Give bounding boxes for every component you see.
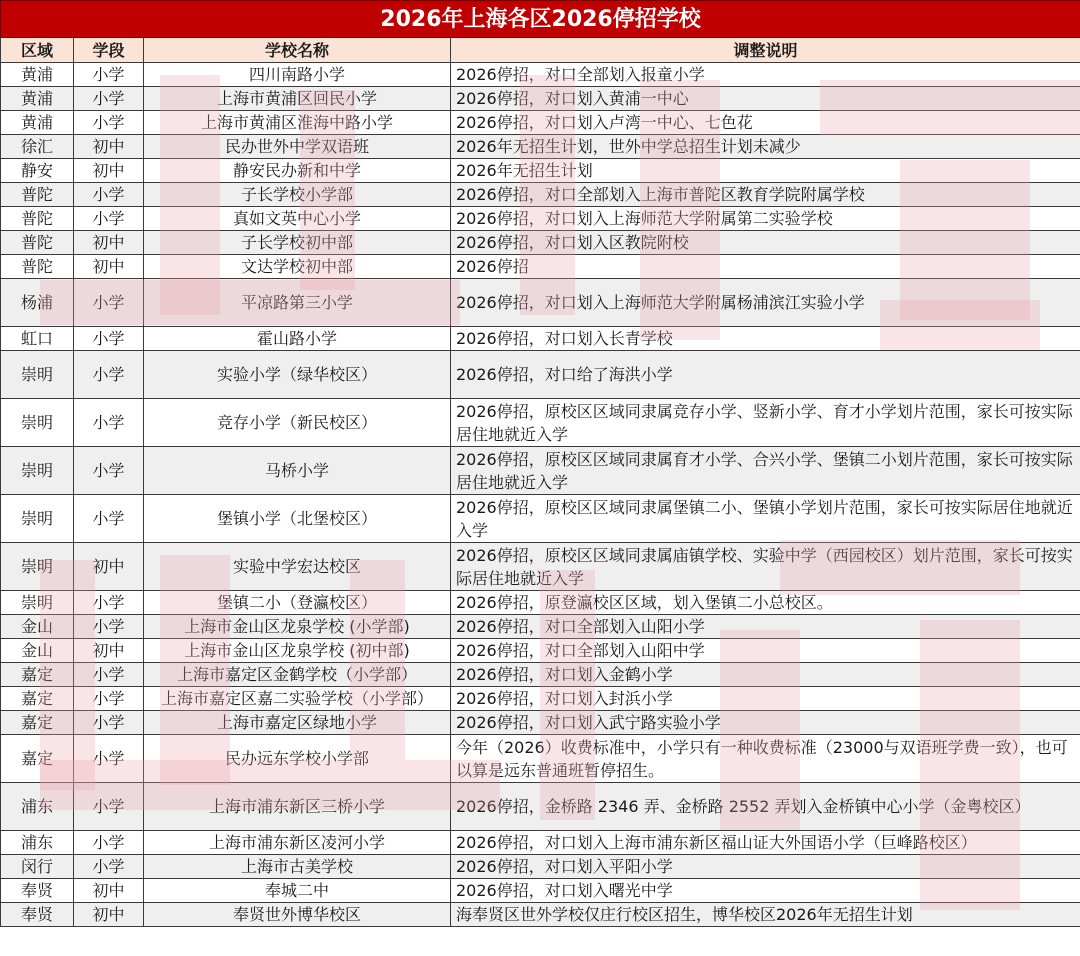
cell-level: 初中 — [74, 231, 144, 255]
cell-district: 普陀 — [1, 183, 74, 207]
cell-district: 虹口 — [1, 327, 74, 351]
table-row — [1, 831, 1080, 855]
table-row — [1, 639, 1080, 663]
cell-district: 嘉定 — [1, 687, 74, 711]
table-row — [1, 711, 1080, 735]
column-header-district: 区域 — [1, 38, 74, 63]
cell-level: 小学 — [74, 111, 144, 135]
cell-level: 小学 — [74, 711, 144, 735]
cell-note: 2026停招，对口划入上海市浦东新区福山证大外国语小学（巨峰路校区） — [451, 831, 1080, 855]
cell-school: 实验中学宏达校区 — [144, 543, 451, 591]
table-row — [1, 351, 1080, 399]
cell-note: 2026停招，对口划入长青学校 — [451, 327, 1080, 351]
cell-school: 上海市浦东新区凌河小学 — [144, 831, 451, 855]
cell-district: 金山 — [1, 615, 74, 639]
table-row — [1, 447, 1080, 495]
cell-school: 上海市嘉定区绿地小学 — [144, 711, 451, 735]
table-row — [1, 63, 1080, 87]
table-title: 2026年上海各区2026停招学校 — [1, 1, 1080, 38]
table-row — [1, 279, 1080, 327]
cell-level: 初中 — [74, 255, 144, 279]
cell-note: 2026停招，对口划入卢湾一中心、七色花 — [451, 111, 1080, 135]
cell-school: 四川南路小学 — [144, 63, 451, 87]
cell-school: 上海市黄浦区淮海中路小学 — [144, 111, 451, 135]
cell-district: 杨浦 — [1, 279, 74, 327]
cell-level: 初中 — [74, 159, 144, 183]
cell-note: 2026停招，原校区区域同隶属庙镇学校、实验中学（西园校区）划片范围，家长可按实际居住地就近入学 — [451, 543, 1080, 591]
cell-level: 初中 — [74, 135, 144, 159]
cell-school: 马桥小学 — [144, 447, 451, 495]
cell-note: 2026停招，对口划入黄浦一中心 — [451, 87, 1080, 111]
cell-school: 子长学校初中部 — [144, 231, 451, 255]
cell-note: 海奉贤区世外学校仅庄行校区招生，博华校区2026年无招生计划 — [451, 903, 1080, 927]
cell-note: 2026年无招生计划 — [451, 159, 1080, 183]
cell-district: 崇明 — [1, 495, 74, 543]
cell-school: 上海市金山区龙泉学校 (小学部) — [144, 615, 451, 639]
table-body — [1, 63, 1080, 927]
cell-note: 2026停招，金桥路 2346 弄、金桥路 2552 弄划入金桥镇中心小学（金粤校区） — [451, 783, 1080, 831]
cell-note: 今年（2026）收费标准中，小学只有一种收费标准（23000与双语班学费一致），也可以算是远东普通班暂停招生。 — [451, 735, 1080, 783]
cell-district: 嘉定 — [1, 735, 74, 783]
column-header-level: 学段 — [74, 38, 144, 63]
cell-school: 平凉路第三小学 — [144, 279, 451, 327]
cell-note: 2026停招，对口划入金鹤小学 — [451, 663, 1080, 687]
table-row — [1, 135, 1080, 159]
cell-district: 嘉定 — [1, 711, 74, 735]
cell-school: 上海市黄浦区回民小学 — [144, 87, 451, 111]
cell-level: 小学 — [74, 351, 144, 399]
cell-note: 2026停招，对口全部划入山阳小学 — [451, 615, 1080, 639]
cell-note: 2026停招，对口全部划入山阳中学 — [451, 639, 1080, 663]
column-header-note: 调整说明 — [451, 38, 1080, 63]
cell-district: 崇明 — [1, 351, 74, 399]
cell-school: 上海市嘉定区嘉二实验学校（小学部） — [144, 687, 451, 711]
cell-district: 崇明 — [1, 399, 74, 447]
table-row — [1, 591, 1080, 615]
cell-district: 黄浦 — [1, 63, 74, 87]
table-row — [1, 783, 1080, 831]
table-row — [1, 615, 1080, 639]
cell-district: 静安 — [1, 159, 74, 183]
table-row — [1, 735, 1080, 783]
cell-note: 2026停招，对口划入上海师范大学附属第二实验学校 — [451, 207, 1080, 231]
cell-school: 上海市金山区龙泉学校 (初中部) — [144, 639, 451, 663]
column-header-school: 学校名称 — [144, 38, 451, 63]
table-row — [1, 159, 1080, 183]
cell-school: 堡镇二小（登瀛校区） — [144, 591, 451, 615]
cell-school: 子长学校小学部 — [144, 183, 451, 207]
cell-level: 小学 — [74, 855, 144, 879]
cell-note: 2026停招 — [451, 255, 1080, 279]
cell-level: 小学 — [74, 687, 144, 711]
cell-note: 2026停招，对口全部划入上海市普陀区教育学院附属学校 — [451, 183, 1080, 207]
table-row — [1, 255, 1080, 279]
table-row — [1, 111, 1080, 135]
cell-level: 小学 — [74, 207, 144, 231]
cell-school: 上海市嘉定区金鹤学校（小学部） — [144, 663, 451, 687]
cell-school: 上海市古美学校 — [144, 855, 451, 879]
cell-school: 霍山路小学 — [144, 327, 451, 351]
cell-note: 2026停招，对口划入武宁路实验小学 — [451, 711, 1080, 735]
cell-level: 初中 — [74, 903, 144, 927]
cell-note: 2026停招，对口划入区教院附校 — [451, 231, 1080, 255]
cell-school: 堡镇小学（北堡校区） — [144, 495, 451, 543]
cell-note: 2026停招，对口划入上海师范大学附属杨浦滨江实验小学 — [451, 279, 1080, 327]
cell-district: 浦东 — [1, 783, 74, 831]
cell-district: 黄浦 — [1, 87, 74, 111]
cell-note: 2026停招，原登瀛校区区域，划入堡镇二小总校区。 — [451, 591, 1080, 615]
cell-school: 静安民办新和中学 — [144, 159, 451, 183]
table-row — [1, 879, 1080, 903]
cell-note: 2026停招，对口划入封浜小学 — [451, 687, 1080, 711]
cell-school: 真如文英中心小学 — [144, 207, 451, 231]
cell-school: 文达学校初中部 — [144, 255, 451, 279]
table-row — [1, 543, 1080, 591]
cell-school: 竞存小学（新民校区） — [144, 399, 451, 447]
table-row — [1, 327, 1080, 351]
cell-level: 小学 — [74, 399, 144, 447]
cell-note: 2026停招，原校区区域同隶属堡镇二小、堡镇小学划片范围，家长可按实际居住地就近入学 — [451, 495, 1080, 543]
cell-note: 2026停招，对口划入平阳小学 — [451, 855, 1080, 879]
cell-district: 崇明 — [1, 447, 74, 495]
cell-district: 黄浦 — [1, 111, 74, 135]
table-row — [1, 207, 1080, 231]
cell-district: 金山 — [1, 639, 74, 663]
cell-level: 小学 — [74, 87, 144, 111]
cell-school: 奉城二中 — [144, 879, 451, 903]
cell-level: 初中 — [74, 639, 144, 663]
cell-level: 小学 — [74, 783, 144, 831]
cell-school: 上海市浦东新区三桥小学 — [144, 783, 451, 831]
table-row — [1, 87, 1080, 111]
cell-district: 崇明 — [1, 591, 74, 615]
cell-district: 徐汇 — [1, 135, 74, 159]
cell-district: 奉贤 — [1, 903, 74, 927]
cell-note: 2026停招，对口全部划入报童小学 — [451, 63, 1080, 87]
cell-school: 民办世外中学双语班 — [144, 135, 451, 159]
cell-level: 小学 — [74, 279, 144, 327]
cell-note: 2026停招，原校区区域同隶属竞存小学、竖新小学、育才小学划片范围，家长可按实际居住地就近入学 — [451, 399, 1080, 447]
cell-level: 小学 — [74, 327, 144, 351]
cell-school: 奉贤世外博华校区 — [144, 903, 451, 927]
cell-level: 小学 — [74, 591, 144, 615]
cell-district: 嘉定 — [1, 663, 74, 687]
cell-level: 小学 — [74, 831, 144, 855]
cell-district: 奉贤 — [1, 879, 74, 903]
table-row — [1, 663, 1080, 687]
cell-district: 崇明 — [1, 543, 74, 591]
cell-level: 小学 — [74, 615, 144, 639]
cell-note: 2026停招，对口划入曙光中学 — [451, 879, 1080, 903]
cell-level: 小学 — [74, 447, 144, 495]
cell-district: 普陀 — [1, 207, 74, 231]
cell-district: 浦东 — [1, 831, 74, 855]
cell-level: 初中 — [74, 543, 144, 591]
table-row — [1, 399, 1080, 447]
cell-level: 小学 — [74, 735, 144, 783]
cell-district: 普陀 — [1, 255, 74, 279]
cell-district: 闵行 — [1, 855, 74, 879]
cell-level: 小学 — [74, 495, 144, 543]
cell-level: 初中 — [74, 879, 144, 903]
cell-note: 2026停招，原校区区域同隶属育才小学、合兴小学、堡镇二小划片范围，家长可按实际居住地就近入学 — [451, 447, 1080, 495]
cell-district: 普陀 — [1, 231, 74, 255]
header-row — [1, 38, 1080, 63]
cell-level: 小学 — [74, 663, 144, 687]
table-row — [1, 495, 1080, 543]
table-row — [1, 183, 1080, 207]
table-row — [1, 903, 1080, 927]
cell-level: 小学 — [74, 63, 144, 87]
table-row — [1, 231, 1080, 255]
table-row — [1, 687, 1080, 711]
cell-level: 小学 — [74, 183, 144, 207]
table-row — [1, 855, 1080, 879]
cell-note: 2026停招，对口给了海洪小学 — [451, 351, 1080, 399]
cell-note: 2026年无招生计划，世外中学总招生计划未减少 — [451, 135, 1080, 159]
cell-school: 民办远东学校小学部 — [144, 735, 451, 783]
cell-school: 实验小学（绿华校区） — [144, 351, 451, 399]
